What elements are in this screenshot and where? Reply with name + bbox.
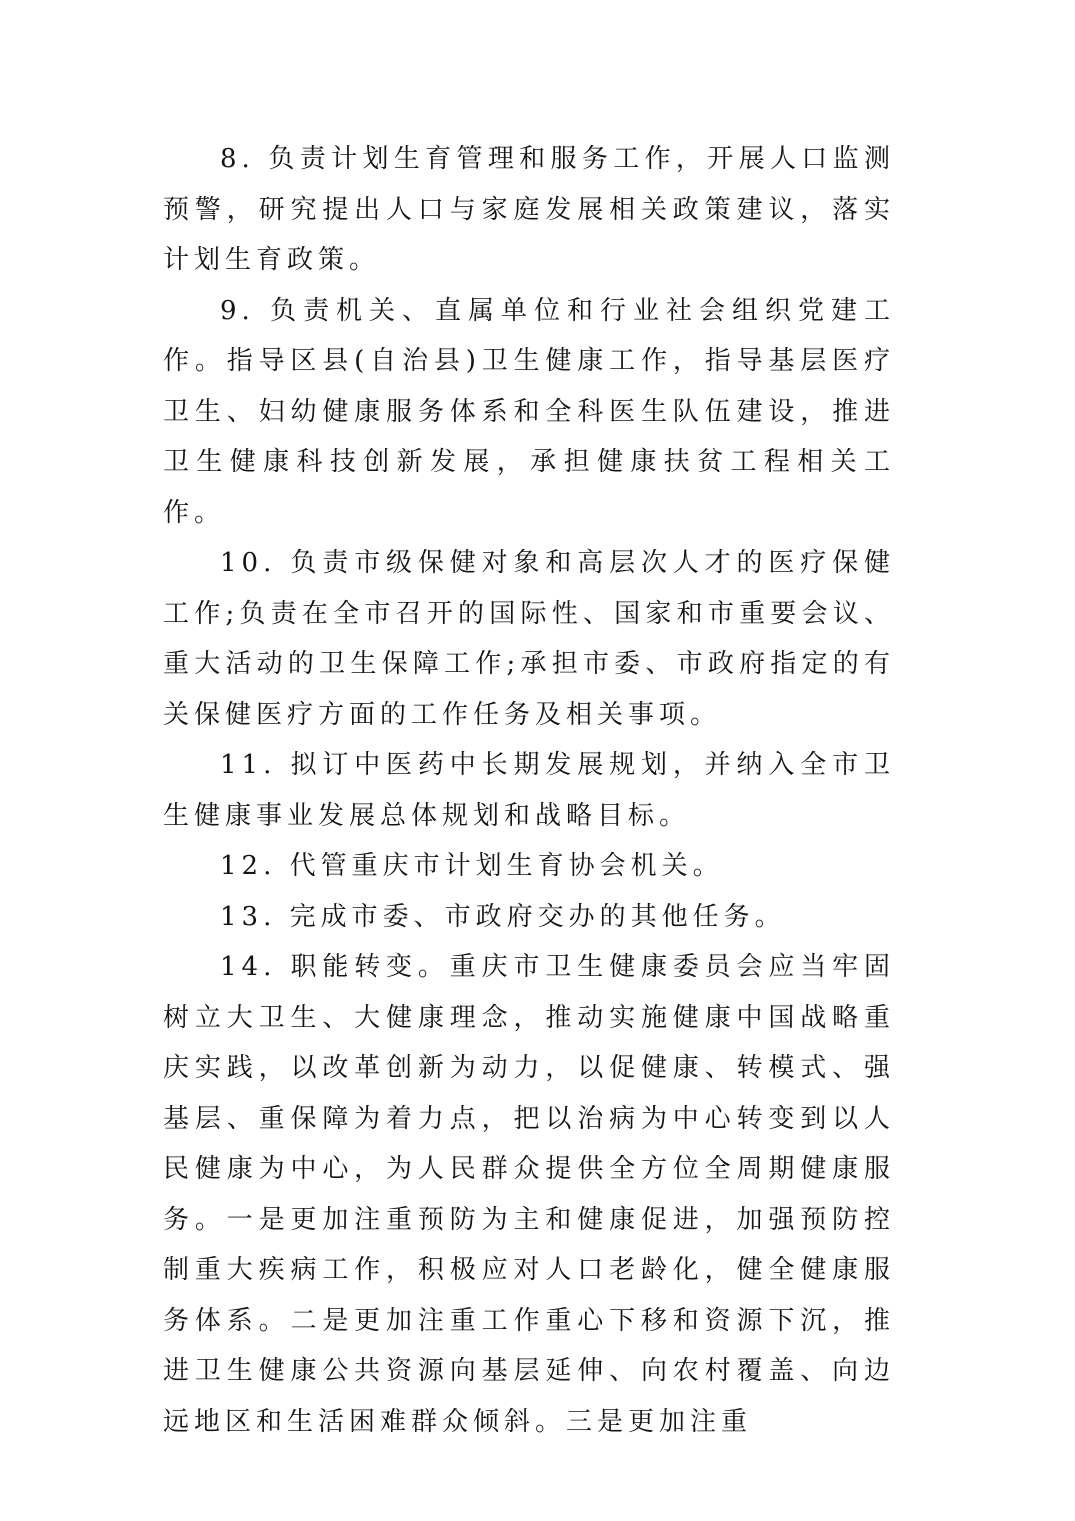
paragraph-item-12: 12. 代管重庆市计划生育协会机关。: [220, 851, 724, 881]
paragraph-item-10: 10. 负责市级保健对象和高层次人才的医疗保健工作;负责在全市召开的国际性、国家和市重要会议、重大活动的卫生保障工作;承担市委、市政府指定的有关保健医疗方面的工作任务及相关事项。: [163, 548, 895, 730]
paragraph-item-8: 8. 负责计划生育管理和服务工作，开展人口监测预警，研究提出人口与家庭发展相关政策建议，落实计划生育政策。: [163, 144, 895, 275]
paragraph-item-11: 11. 拟订中医药中长期发展规划，并纳入全市卫生健康事业发展总体规划和战略目标。: [163, 750, 895, 831]
paragraph-item-9: 9. 负责机关、直属单位和行业社会组织党建工作。指导区县(自治县)卫生健康工作，指导基层医疗卫生、妇幼健康服务体系和全科医生队伍建设，推进卫生健康科技创新发展，承担健康扶贫工程相关工作。: [163, 295, 895, 528]
document-body: [163, 134, 895, 1447]
paragraph-item-14: 14. 职能转变。重庆市卫生健康委员会应当牢固树立大卫生、大健康理念，推动实施健康中国战略重庆实践，以改革创新为动力，以促健康、转模式、强基层、重保障为着力点，把以治病为中心转变到以人民健康为中心，为人民群众提供全方位全周期健康服务。一是更加注重预防为主和健康促进，加强预防控制重大疾病工作，积极应对人口老龄化，健全健康服务体系。二是更加注重工作重心下移和资源下沉，推进卫生健康公共资源向基层延伸、向农村覆盖、向边远地区和生活困难群众倾斜。三是更加注重: [163, 952, 895, 1437]
paragraph-item-13: 13. 完成市委、市政府交办的其他任务。: [220, 901, 786, 932]
